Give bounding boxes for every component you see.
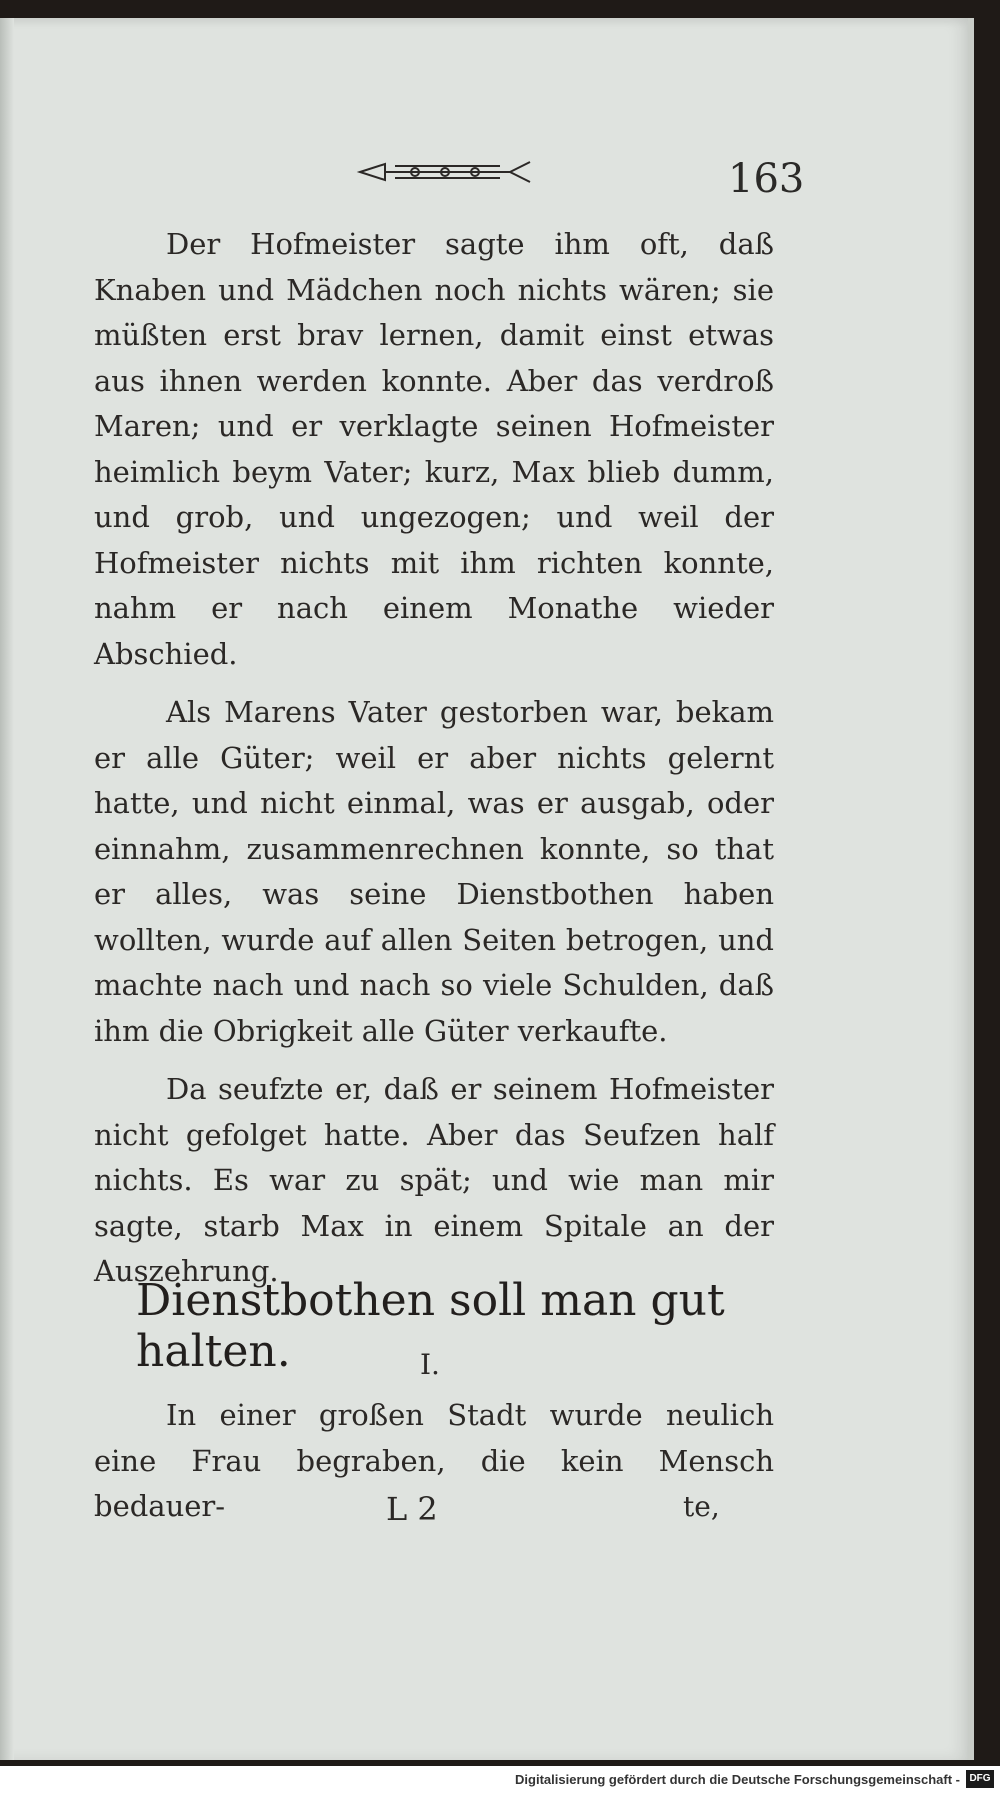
section-heading: Dienstbothen soll man gut halten. bbox=[136, 1275, 725, 1377]
subsection-number: I. bbox=[420, 1348, 440, 1381]
paragraph-2: Als Marens Vater gestorben war, bekam er alle Güter; weil er aber nichts gelernt hatte, und nicht einmal, was er ausgab, oder einnahm, zusammenrechnen konnte, so that er alles, was seine Dienstbothen haben wollten, wurde auf allen Seiten betrogen, und machte nach und nach so viele Schulden, daß ihm die Obrigkeit alle Güter verkaufte. bbox=[94, 695, 774, 1048]
page-gutter bbox=[0, 18, 14, 1760]
header-ornament-icon bbox=[355, 152, 535, 192]
catchword: te, bbox=[683, 1490, 720, 1523]
page-number: 163 bbox=[728, 156, 805, 202]
section-paragraph: In einer großen Stadt wurde neulich eine Frau begraben, die kein Mensch bedauer- bbox=[94, 1398, 774, 1523]
dfg-logo: DFG bbox=[966, 1770, 994, 1788]
paragraph-3: Da seufzte er, daß er seinem Hofmeister nicht gefolget hatte. Aber das Seufzen half nichts. Es war zu spät; und wie man mir sagte, starb Max in einem Spitale an der Auszehrung. bbox=[94, 1072, 774, 1288]
footer-credit: Digitalisierung gefördert durch die Deutsche Forschungsgemeinschaft - bbox=[515, 1772, 960, 1787]
paragraph-1: Der Hofmeister sagte ihm oft, daß Knaben und Mädchen noch nichts wären; sie müßten erst brav lernen, damit einst etwas aus ihnen werden konnte. Aber das verdroß Maren; und er verklagte seinen Hofmeister heimlich beym Vater; kurz, Max blieb dumm, und grob, und ungezogen; und weil der Hofmeister nichts mit ihm richten konnte, nahm er nach einem Monathe wieder Abschied. bbox=[94, 227, 774, 671]
body-text bbox=[94, 222, 774, 1295]
signature-mark: L 2 bbox=[386, 1490, 438, 1528]
